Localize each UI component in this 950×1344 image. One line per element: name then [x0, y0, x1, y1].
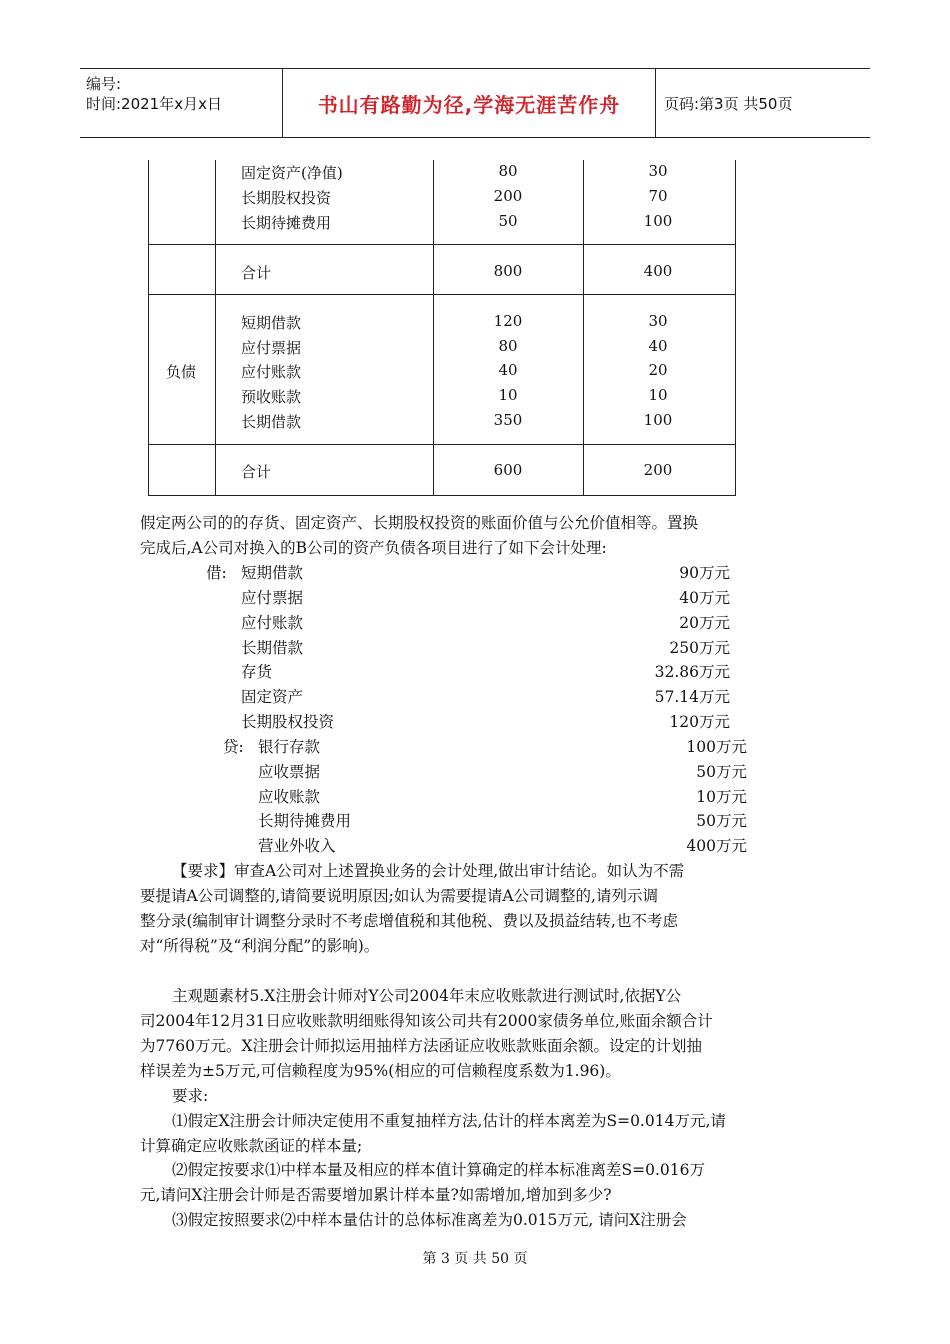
asset-total-a: 800: [493, 262, 523, 280]
requirement-line: 对“所得税”及“利润分配”的影响)。: [140, 937, 380, 955]
debit-amount: 40万元: [679, 589, 730, 607]
debit-account: 应付账款: [241, 614, 304, 632]
header-page: 页码:第3页 共50页: [664, 94, 793, 113]
requirement-line: 整分录(编制审计调整分录时不考虑增值税和其他税、费以及损益结转,也不考虑: [140, 912, 678, 930]
row-item: 固定资产(净值): [241, 164, 343, 182]
credit-account: 应收账款: [258, 788, 321, 806]
credit-account: 长期待摊费用: [258, 812, 352, 830]
row-value-b: 30: [648, 312, 668, 330]
material5-line: 司2004年12月31日应收账款明细账得知该公司共有2000家债务单位,账面余额合计: [140, 1012, 713, 1030]
credit-account: 银行存款: [258, 738, 321, 756]
row-value-b: 100: [643, 212, 673, 230]
requirement-line: 要提请A公司调整的,请简要说明原因;如认为需要提请A公司调整的,请列示调: [140, 887, 658, 905]
liability-total-label: 合计: [241, 463, 272, 481]
header-left: [80, 69, 282, 137]
table-border-right: [735, 160, 736, 496]
liability-total-a: 600: [493, 461, 523, 479]
header-number: 编号:: [86, 75, 122, 93]
credit-prefix: 贷:: [223, 738, 244, 756]
table-rule-3: [148, 444, 736, 445]
row-value-b: 40: [648, 337, 668, 355]
asset-total-label: 合计: [241, 264, 272, 282]
row-value-a: 50: [498, 212, 518, 230]
row-value-a: 80: [498, 162, 518, 180]
credit-amount: 10万元: [696, 788, 747, 806]
header-time: 时间:2021年x月x日: [86, 95, 222, 113]
page-footer: 第 3 页 共 50 页: [422, 1251, 528, 1267]
debit-prefix: 借:: [206, 564, 227, 582]
debit-account: 存货: [241, 663, 273, 681]
row-item: 应付账款: [241, 363, 302, 381]
material5-line: 要求:: [172, 1087, 209, 1105]
row-item: 预收账款: [241, 388, 302, 406]
debit-account: 应付票据: [241, 589, 304, 607]
credit-amount: 100万元: [686, 738, 747, 756]
row-value-a: 350: [493, 411, 523, 429]
material5-line: ⑶假定按照要求⑵中样本量估计的总体标准离差为0.015万元, 请问X注册会: [172, 1211, 687, 1229]
material5-line: 计算确定应收账款函证的样本量;: [140, 1137, 363, 1155]
credit-amount: 50万元: [696, 812, 747, 830]
row-value-b: 30: [648, 162, 668, 180]
row-value-a: 120: [493, 312, 523, 330]
row-value-b: 70: [648, 187, 668, 205]
row-value-a: 40: [498, 361, 518, 379]
row-item: 应付票据: [241, 339, 302, 357]
material5-line: 为7760万元。X注册会计师拟运用抽样方法函证应收账款账面余额。设定的计划抽: [140, 1037, 702, 1055]
table-border-left: [148, 160, 149, 496]
page-header: [80, 68, 870, 138]
material5-line: ⑴假定X注册会计师决定使用不重复抽样方法,估计的样本离差为S=0.014万元,请: [172, 1112, 726, 1130]
row-item: 长期股权投资: [241, 189, 332, 207]
intro-line: 假定两公司的的存货、固定资产、长期股权投资的账面价值与公允价值相等。置换: [140, 514, 699, 532]
credit-amount: 50万元: [696, 763, 747, 781]
debit-account: 长期借款: [241, 639, 304, 657]
table-border-col1: [215, 160, 216, 496]
material5-line: 样误差为±5万元,可信赖程度为95%(相应的可信赖程度系数为1.96)。: [140, 1062, 621, 1080]
row-value-b: 20: [648, 361, 668, 379]
asset-total-b: 400: [643, 262, 673, 280]
row-item: 长期借款: [241, 413, 302, 431]
debit-account: 长期股权投资: [241, 713, 335, 731]
credit-amount: 400万元: [686, 837, 747, 855]
table-rule-2: [148, 294, 736, 295]
liability-total-b: 200: [643, 461, 673, 479]
debit-amount: 250万元: [669, 639, 730, 657]
credit-account: 应收票据: [258, 763, 321, 781]
material5-line: ⑵假定按要求⑴中样本量及相应的样本值计算确定的样本标准离差S=0.016万: [172, 1161, 705, 1179]
intro-line: 完成后,A公司对换入的B公司的资产负债各项目进行了如下会计处理:: [140, 539, 607, 557]
row-value-b: 100: [643, 411, 673, 429]
table-border-col2: [433, 160, 434, 496]
row-value-a: 10: [498, 386, 518, 404]
header-motto: 书山有路勤为径,学海无涯苦作舟: [282, 69, 656, 137]
row-value-a: 200: [493, 187, 523, 205]
debit-amount: 120万元: [669, 713, 730, 731]
table-rule-1: [148, 244, 736, 245]
table-rule-bottom: [148, 495, 736, 496]
row-item: 长期待摊费用: [241, 214, 332, 232]
table-border-col3: [583, 160, 584, 496]
debit-amount: 32.86万元: [654, 663, 730, 681]
debit-amount: 57.14万元: [654, 688, 730, 706]
liability-group-label: 负债: [166, 363, 197, 381]
debit-amount: 20万元: [679, 614, 730, 632]
material5-line: 元,请问X注册会计师是否需要增加累计样本量?如需增加,增加到多少?: [140, 1186, 612, 1204]
material5-line: 主观题素材5.X注册会计师对Y公司2004年末应收账款进行测试时,依据Y公: [172, 987, 682, 1005]
row-value-b: 10: [648, 386, 668, 404]
row-item: 短期借款: [241, 314, 302, 332]
debit-account: 短期借款: [241, 564, 304, 582]
debit-amount: 90万元: [679, 564, 730, 582]
requirement-line: 【要求】审查A公司对上述置换业务的会计处理,做出审计结论。如认为不需: [172, 862, 685, 880]
debit-account: 固定资产: [241, 688, 304, 706]
credit-account: 营业外收入: [258, 837, 336, 855]
row-value-a: 80: [498, 337, 518, 355]
